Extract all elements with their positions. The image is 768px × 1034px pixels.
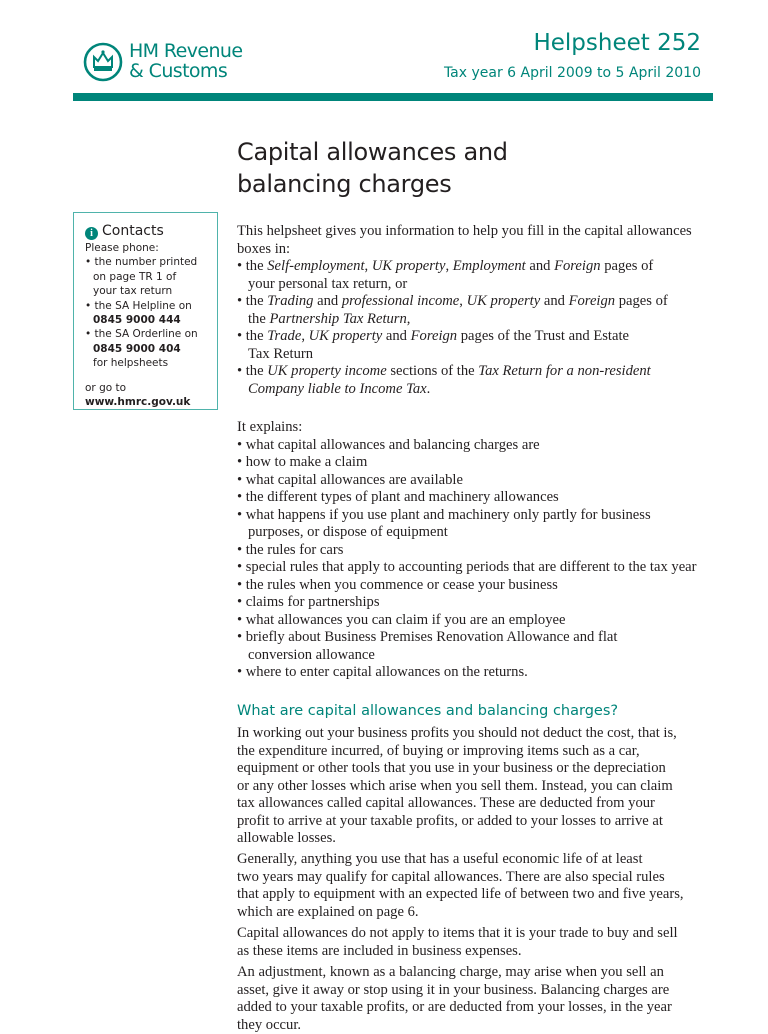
title-line-2: balancing charges: [237, 170, 452, 198]
intro-bullet-2-cont: the Partnership Tax Return,: [248, 310, 411, 327]
intro-bullet-1-cont: your personal tax return, or: [248, 275, 408, 292]
list-item: • the rules when you commence or cease your business: [237, 576, 558, 593]
contacts-line: or go to: [85, 381, 127, 394]
explains-list: [237, 419, 717, 682]
crown-crest-icon: [83, 40, 123, 84]
explains-lead: It explains:: [237, 419, 303, 435]
contacts-heading: [85, 222, 217, 240]
contacts-heading-text: Contacts: [102, 223, 164, 239]
document-title: [237, 136, 697, 200]
logo-line-2: & Customs: [129, 60, 228, 82]
contacts-line: • the SA Orderline on: [85, 328, 198, 341]
contacts-line: • the SA Helpline on: [85, 299, 192, 312]
list-item: • what allowances you can claim if you are an employee: [237, 611, 566, 628]
intro-bullet-3-cont: Tax Return: [248, 345, 314, 362]
contacts-please-phone: Please phone:: [85, 242, 159, 254]
list-item-cont: conversion allowance: [248, 646, 375, 663]
intro-bullet-1: • the Self-employment, UK property, Employment and Foreign pages of: [237, 258, 654, 274]
tax-year: Tax year 6 April 2009 to 5 April 2010: [443, 65, 701, 81]
contacts-box: [73, 212, 218, 410]
contacts-line: • the number printed: [85, 256, 198, 269]
intro-bullet-3: • the Trade, UK property and Foreign pages of the Trust and Estate: [237, 328, 629, 344]
logo-line-1: HM Revenue: [129, 40, 243, 62]
contacts-line: on page TR 1 of: [93, 270, 177, 283]
section-paragraph-4: An adjustment, known as a balancing charge, may arise when you sell an asset, give it away or stop using it in your business. Balancing charges are added to your taxable profits, or are deducted from your losses, in the year they occur.: [237, 964, 672, 1033]
list-item: • what capital allowances are available: [237, 471, 463, 488]
section-heading: What are capital allowances and balancing charges?: [237, 703, 619, 719]
info-icon: i: [85, 227, 98, 240]
list-item: • claims for partnerships: [237, 594, 380, 610]
sa-orderline-number: 0845 9000 404: [93, 342, 181, 355]
header-rule: [73, 93, 713, 101]
section-paragraph-3: Capital allowances do not apply to items that it is your trade to buy and sell as these items are included in business expenses.: [237, 925, 678, 959]
list-item: • what happens if you use plant and machinery only partly for business: [237, 506, 651, 523]
contacts-line: your tax return: [93, 285, 173, 298]
intro-line: boxes in:: [237, 240, 291, 257]
hmrc-logo: [83, 40, 263, 88]
section-paragraph-2: Generally, anything you use that has a useful economic life of at least two years may qualify for capital allowances. There are also special rules that apply to equipment with an expected life of between two and five years, which are explained on page 6.: [237, 851, 684, 920]
list-item: • the different types of plant and machinery allowances: [237, 489, 559, 505]
intro-text: [237, 223, 717, 398]
list-item: • what capital allowances and balancing charges are: [237, 436, 540, 453]
contacts-line: for helpsheets: [93, 357, 169, 370]
sa-helpline-number: 0845 9000 444: [93, 314, 181, 327]
list-item: • briefly about Business Premises Renovation Allowance and flat: [237, 629, 618, 645]
hmrc-website-link[interactable]: www.hmrc.gov.uk: [85, 396, 191, 409]
title-line-1: Capital allowances and: [237, 138, 508, 166]
list-item: • the rules for cars: [237, 541, 344, 558]
logo-text: [129, 41, 242, 81]
intro-bullet-2: • the Trading and professional income, UK property and Foreign pages of: [237, 293, 668, 309]
section-paragraph-1: In working out your business profits you should not deduct the cost, that is, the expenditure incurred, of buying or improving items such as a car, equipment or other tools that you use in your business or the depreciation or any other losses which arise when you sell them. Instead, you can claim tax allowances called capital allowances. These are deducted from your profit to arrive at your taxable profits, or added to your losses to arrive at allowable losses.: [237, 725, 677, 846]
list-item: • special rules that apply to accounting periods that are different to the tax year: [237, 559, 697, 575]
intro-bullet-4: • the UK property income sections of the Tax Return for a non-resident: [237, 363, 651, 379]
intro-bullet-4-cont: Company liable to Income Tax.: [248, 380, 431, 397]
list-item: • how to make a claim: [237, 454, 368, 470]
helpsheet-title: Helpsheet 252: [533, 30, 701, 56]
intro-line: This helpsheet gives you information to help you fill in the capital allowances: [237, 223, 692, 239]
list-item: • where to enter capital allowances on the returns.: [237, 664, 528, 680]
list-item-cont: purposes, or dispose of equipment: [248, 524, 448, 540]
